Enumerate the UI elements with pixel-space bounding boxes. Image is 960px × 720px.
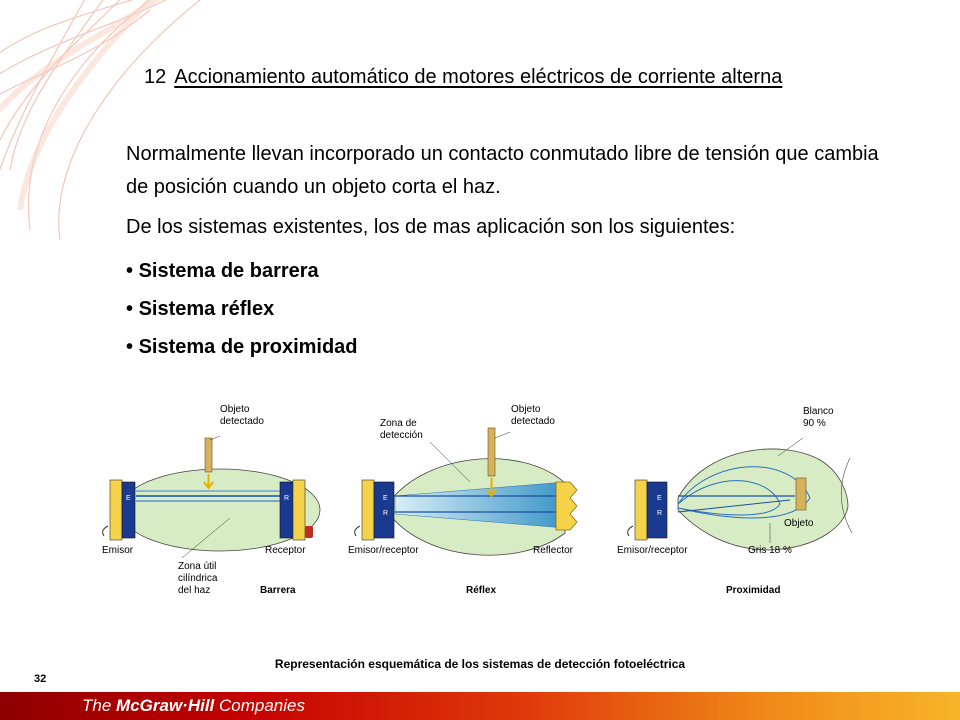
chapter-number: 12	[144, 66, 167, 88]
publisher-logo	[82, 696, 305, 716]
reflector	[556, 482, 577, 530]
proximidad-emitter-receiver-label: Emisor/receptor	[617, 545, 688, 556]
page-number: 32	[34, 673, 47, 685]
logo-brand: McGraw·Hill	[116, 696, 215, 715]
reflex-zone-label-1: Zona de	[380, 418, 417, 429]
reflex-object-label-1: Objeto	[511, 404, 541, 415]
receiver-mark: R	[284, 495, 290, 502]
proximidad-e-mark: E	[657, 495, 662, 502]
list-item: • Sistema de proximidad	[126, 334, 358, 372]
emitter-device	[122, 482, 135, 538]
decorative-swirl	[0, 0, 260, 240]
reflex-object	[488, 428, 495, 476]
white-label-1: Blanco	[803, 406, 834, 417]
proximidad-diagram	[617, 406, 852, 596]
slide-header	[144, 66, 782, 89]
white-label-2: 90 %	[803, 418, 826, 429]
list-item: • Sistema de barrera	[126, 258, 358, 296]
barrera-object	[205, 438, 212, 472]
barrera-title: Barrera	[260, 585, 296, 596]
emitter-mark: E	[126, 495, 131, 502]
proximidad-object	[796, 478, 806, 510]
figure-caption: Representación esquemática de los sistemas de detección fotoeléctrica	[274, 657, 686, 671]
reflector-label: Reflector	[533, 545, 574, 556]
reflex-e-mark: E	[383, 495, 388, 502]
reflex-object-label-2: detectado	[511, 416, 555, 427]
photoelectric-systems-diagram	[90, 398, 870, 608]
paragraph-systems: De los sistemas existentes, los de mas aplicación son los siguientes:	[126, 216, 736, 238]
barrera-zone-label-2: cilíndrica	[178, 573, 218, 584]
logo-prefix: The	[82, 696, 117, 715]
proximidad-object-label: Objeto	[784, 518, 814, 529]
paragraph-intro: Normalmente llevan incorporado un contacto conmutado libre de tensión que cambia de posición cuando un objeto corta el haz.	[126, 143, 879, 198]
receiver-label: Receptor	[265, 545, 306, 556]
list-item: • Sistema réflex	[126, 296, 358, 334]
reflex-title: Réflex	[466, 585, 497, 596]
barrera-zone-label-1: Zona útil	[178, 561, 217, 572]
barrera-object-label-2: detectado	[220, 416, 264, 427]
proximidad-title: Proximidad	[726, 585, 781, 596]
proximidad-detection-zone	[678, 449, 848, 550]
barrera-zone-label-3: del haz	[178, 585, 211, 596]
proximidad-r-mark: R	[657, 510, 663, 517]
reflex-emitter-receiver-label: Emisor/receptor	[348, 545, 419, 556]
reflex-r-mark: R	[383, 510, 389, 517]
reflex-zone-label-2: detección	[380, 430, 423, 441]
emitter-label: Emisor	[102, 545, 134, 556]
grey-label: Gris 18 %	[748, 545, 792, 556]
reflex-diagram	[348, 404, 577, 596]
receiver-device	[280, 482, 293, 538]
barrera-object-label-1: Objeto	[220, 404, 250, 415]
barrera-diagram	[102, 404, 320, 596]
systems-list	[126, 258, 358, 372]
logo-suffix: Companies	[214, 696, 305, 715]
chapter-title: Accionamiento automático de motores eléctricos de corriente alterna	[174, 66, 783, 88]
footer-bar	[0, 692, 960, 720]
